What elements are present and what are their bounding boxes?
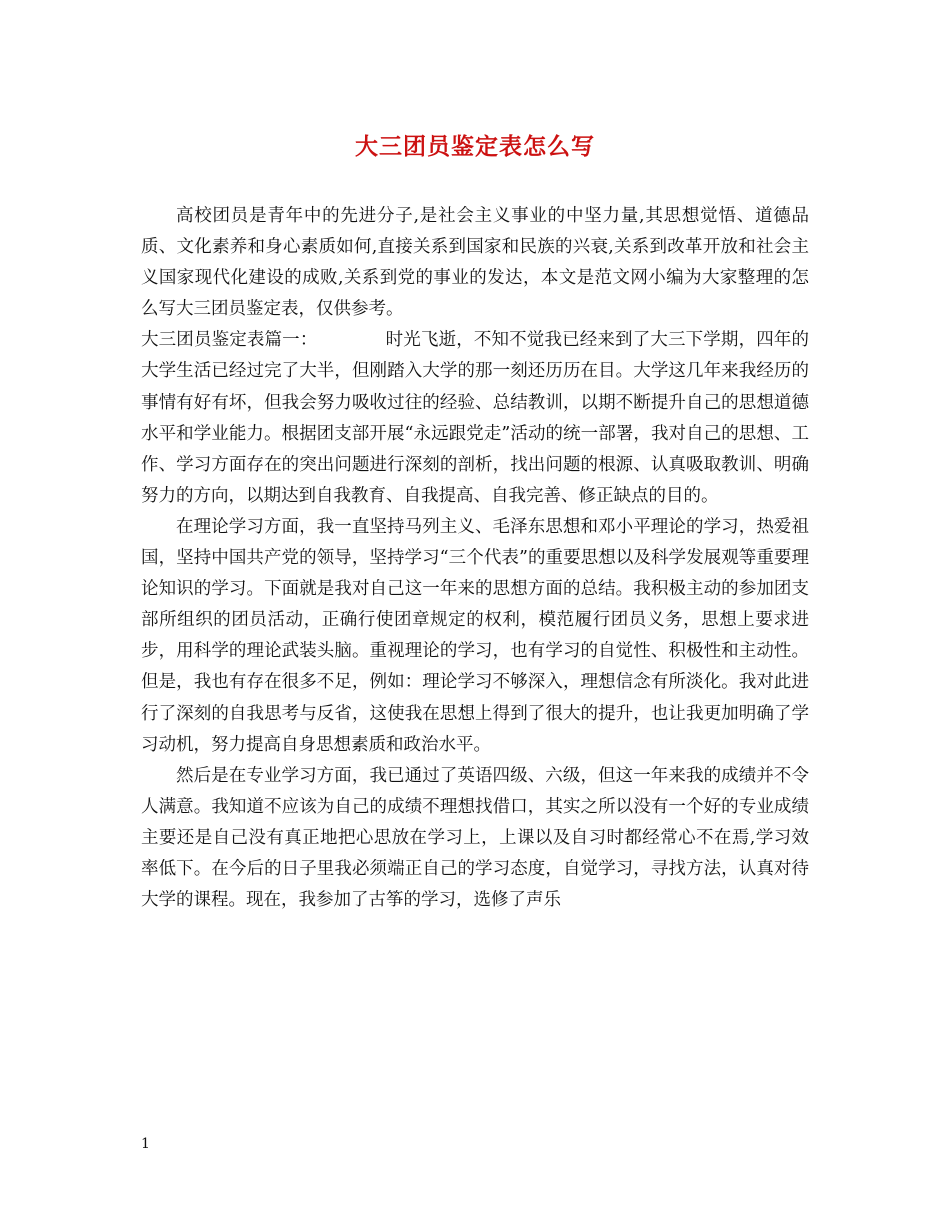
section-label: 大三团员鉴定表篇一： <box>141 330 318 351</box>
section-paragraph <box>141 325 809 512</box>
intro-paragraph: 高校团员是青年中的先进分子,是社会主义事业的中坚力量,其思想觉悟、道德品质、文化素养和身心素质如何,直接关系到国家和民族的兴衰,关系到改革开放和社会主义国家现代化建设的成败,关系到党的事业的发达，本文是范文网小编为大家整理的怎么写大三团员鉴定表，仅供参考。 <box>141 206 809 320</box>
theory-paragraph: 在理论学习方面，我一直坚持马列主义、毛泽东思想和邓小平理论的学习，热爱祖国，坚持中国共产党的领导，坚持学习“三个代表”的重要思想以及科学发展观等重要理论知识的学习。下面就是我对自己这一年来的思想方面的总结。我积极主动的参加团支部所组织的团员活动，正确行使团章规定的权利，模范履行团员义务，思想上要求进步，用科学的理论武装头脑。重视理论的学习，也有学习的自觉性、积极性和主动性。但是，我也有存在很多不足，例如：理论学习不够深入，理想信念有所淡化。我对此进行了深刻的自我思考与反省，这使我在思想上得到了很大的提升，也让我更加明确了学习动机，努力提高自身思想素质和政治水平。 <box>141 516 809 755</box>
section-text: 时光飞逝，不知不觉我已经来到了大三下学期，四年的大学生活已经过完了大半，但刚踏入大学的那一刻还历历在目。大学这几年来我经历的事情有好有坏，但我会努力吸收过往的经验、总结教训，以期不断提升自己的思想道德水平和学业能力。根据团支部开展“永远跟党走”活动的统一部署，我对自己的思想、工作、学习方面存在的突出问题进行深刻的剖析，找出问题的根源、认真吸取教训、明确努力的方向，以期达到自我教育、自我提高、自我完善、修正缺点的目的。 <box>141 330 810 506</box>
page-number: 1 <box>141 1136 150 1152</box>
document-body <box>141 201 809 916</box>
document-title: 大三团员鉴定表怎么写 <box>355 133 595 160</box>
study-paragraph: 然后是在专业学习方面，我已通过了英语四级、六级，但这一年来我的成绩并不令人满意。我知道不应该为自己的成绩不理想找借口，其实之所以没有一个好的专业成绩主要还是自己没有真正地把心思放在学习上，上课以及自习时都经常心不在焉,学习效率低下。在今后的日子里我必须端正自己的学习态度，自觉学习，寻找方法，认真对待大学的课程。现在，我参加了古筝的学习，选修了声乐 <box>141 765 809 911</box>
